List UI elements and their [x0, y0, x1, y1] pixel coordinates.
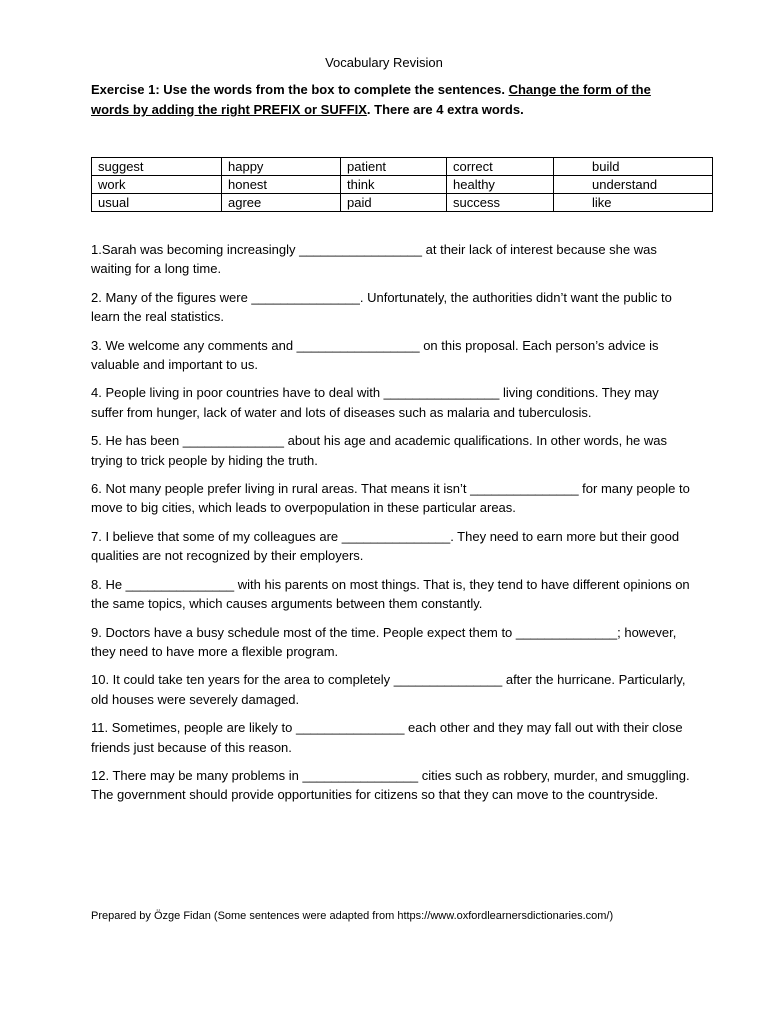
- question-list: [91, 240, 691, 814]
- question-item: 11. Sometimes, people are likely to _______________ each other and they may fall out with their close friends just because of this reason.: [91, 720, 683, 755]
- question-item: 3. We welcome any comments and _________________ on this proposal. Each person’s advice is valuable and important to us.: [91, 337, 659, 373]
- word-box-cell: success: [447, 194, 554, 212]
- question-item: 8. He _______________ with his parents on most things. That is, they tend to have different opinions on the same topics, which causes arguments between them constantly.: [91, 576, 690, 612]
- word-box-cell: work: [92, 176, 222, 194]
- question-item: 6. Not many people prefer living in rural areas. That means it isn’t _______________ for many people to move to big cities, which leads to overpopulation in these particular areas.: [91, 481, 690, 516]
- instructions-intro: Exercise 1: Use the words from the box to complete the sentences.: [91, 82, 509, 97]
- word-box-cell: like: [554, 194, 713, 212]
- word-box-cell: build: [554, 158, 713, 176]
- word-box-cell: think: [341, 176, 447, 194]
- exercise-instructions: [91, 80, 691, 120]
- page-title: Vocabulary Revision: [325, 55, 443, 70]
- word-box-row: [92, 158, 713, 176]
- instructions-extra-words: . There are 4 extra words.: [366, 102, 524, 117]
- word-box-cell: patient: [341, 158, 447, 176]
- word-box-cell: paid: [341, 194, 447, 212]
- word-box-cell: suggest: [92, 158, 222, 176]
- footer-credit: Prepared by Özge Fidan (Some sentences were adapted from https://www.oxfordlearnersdictionaries.com/): [91, 910, 614, 922]
- question-item: 10. It could take ten years for the area to completely _______________ after the hurricane. Particularly, old houses were severely damaged.: [91, 672, 686, 707]
- question-item: 5. He has been ______________ about his age and academic qualifications. In other words, he was trying to trick people by hiding the truth.: [91, 433, 668, 468]
- word-box-cell: happy: [222, 158, 341, 176]
- question-item: 2. Many of the figures were _______________. Unfortunately, the authorities didn’t want the public to learn the real statistics.: [91, 289, 672, 325]
- word-box-cell: honest: [222, 176, 341, 194]
- instructions-underlined: Change the form of the words by adding the right PREFIX or SUFFIX: [91, 82, 651, 117]
- word-box-cell: usual: [92, 194, 222, 212]
- word-box-cell: correct: [447, 158, 554, 176]
- word-box-cell: healthy: [447, 176, 554, 194]
- question-item: 9. Doctors have a busy schedule most of the time. People expect them to ______________; however, they need to have more a flexible program.: [91, 624, 677, 659]
- word-box-row: [92, 194, 713, 212]
- question-item: 12. There may be many problems in ________________ cities such as robbery, murder, and smuggling. The government should provide opportunities for citizens so that they can move to the countryside.: [91, 767, 690, 803]
- word-box-table: [91, 157, 713, 212]
- word-box-row: [92, 176, 713, 194]
- question-item: 7. I believe that some of my colleagues are _______________. They need to earn more but their good qualities are not recognized by their employers.: [91, 528, 680, 564]
- question-item: 4. People living in poor countries have to deal with ________________ living conditions. They may suffer from hunger, lack of water and lots of diseases such as malaria and tuberculosis.: [91, 385, 659, 420]
- word-box-cell: understand: [554, 176, 713, 194]
- word-box-cell: agree: [222, 194, 341, 212]
- question-item: 1.Sarah was becoming increasingly _________________ at their lack of interest because she was waiting for a long time.: [91, 242, 657, 277]
